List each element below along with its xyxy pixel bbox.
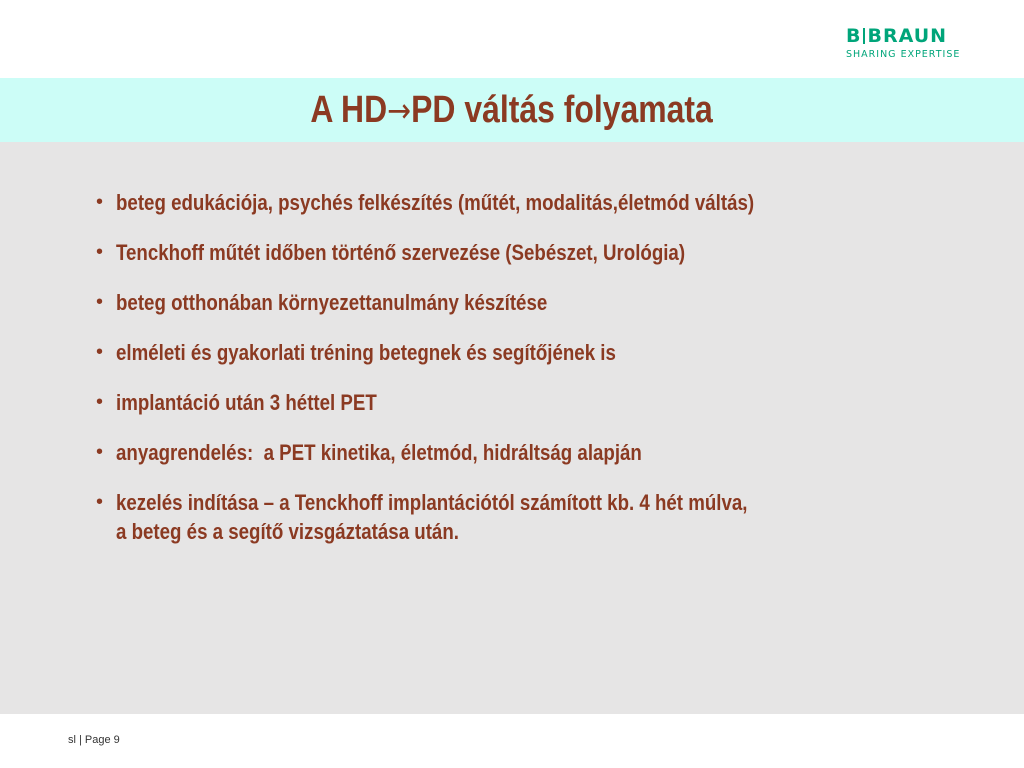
- bullet-text: beteg otthonában környezettanulmány készítése: [116, 290, 548, 315]
- title-band: [0, 78, 1024, 142]
- bullet-item: [96, 438, 976, 467]
- content-area: [0, 142, 1024, 714]
- slide-title: [311, 89, 713, 132]
- bullet-item: [96, 238, 976, 267]
- bullet-text: elméleti és gyakorlati tréning betegnek és segítőjének is: [116, 340, 616, 365]
- logo-divider: [863, 28, 865, 44]
- bullet-text: kezelés indítása – a Tenckhoff implantációtól számított kb. 4 hét múlva,: [116, 490, 748, 515]
- bullet-item: [96, 188, 976, 217]
- right-arrow-icon: →: [387, 90, 412, 131]
- bullet-item: [96, 288, 976, 317]
- bullet-dot-icon: •: [96, 241, 104, 263]
- bullet-dot-icon: •: [96, 391, 104, 413]
- bullet-item: [96, 488, 976, 546]
- title-part-1: A HD: [310, 88, 388, 131]
- bullet-dot-icon: •: [96, 291, 104, 313]
- bullet-text-continuation: a beteg és a segítő vizsgáztatása után.: [116, 519, 459, 544]
- bullet-text: anyagrendelés: a PET kinetika, életmód, hidráltság alapján: [116, 440, 642, 465]
- bullet-item: [96, 388, 976, 417]
- bbraun-logo: [846, 26, 988, 60]
- bullet-dot-icon: •: [96, 341, 104, 363]
- bullet-dot-icon: •: [96, 191, 104, 213]
- bullet-text: implantáció után 3 héttel PET: [116, 390, 377, 415]
- logo-tagline: SHARING EXPERTISE: [846, 49, 961, 60]
- bullet-list: [96, 188, 976, 567]
- bullet-item: [96, 338, 976, 367]
- bullet-text: beteg edukációja, psychés felkészítés (műtét, modalitás,életmód váltás): [116, 190, 755, 215]
- title-part-2: PD váltás folyamata: [411, 88, 714, 131]
- bullet-text: Tenckhoff műtét időben történő szervezése (Sebészet, Urológia): [116, 240, 686, 265]
- logo-wordmark: [846, 26, 988, 46]
- page-footer: sl | Page 9: [68, 734, 120, 746]
- logo-brand-left: B: [846, 25, 862, 47]
- bullet-dot-icon: •: [96, 491, 104, 513]
- bullet-dot-icon: •: [96, 441, 104, 463]
- logo-brand-right: BRAUN: [867, 25, 948, 47]
